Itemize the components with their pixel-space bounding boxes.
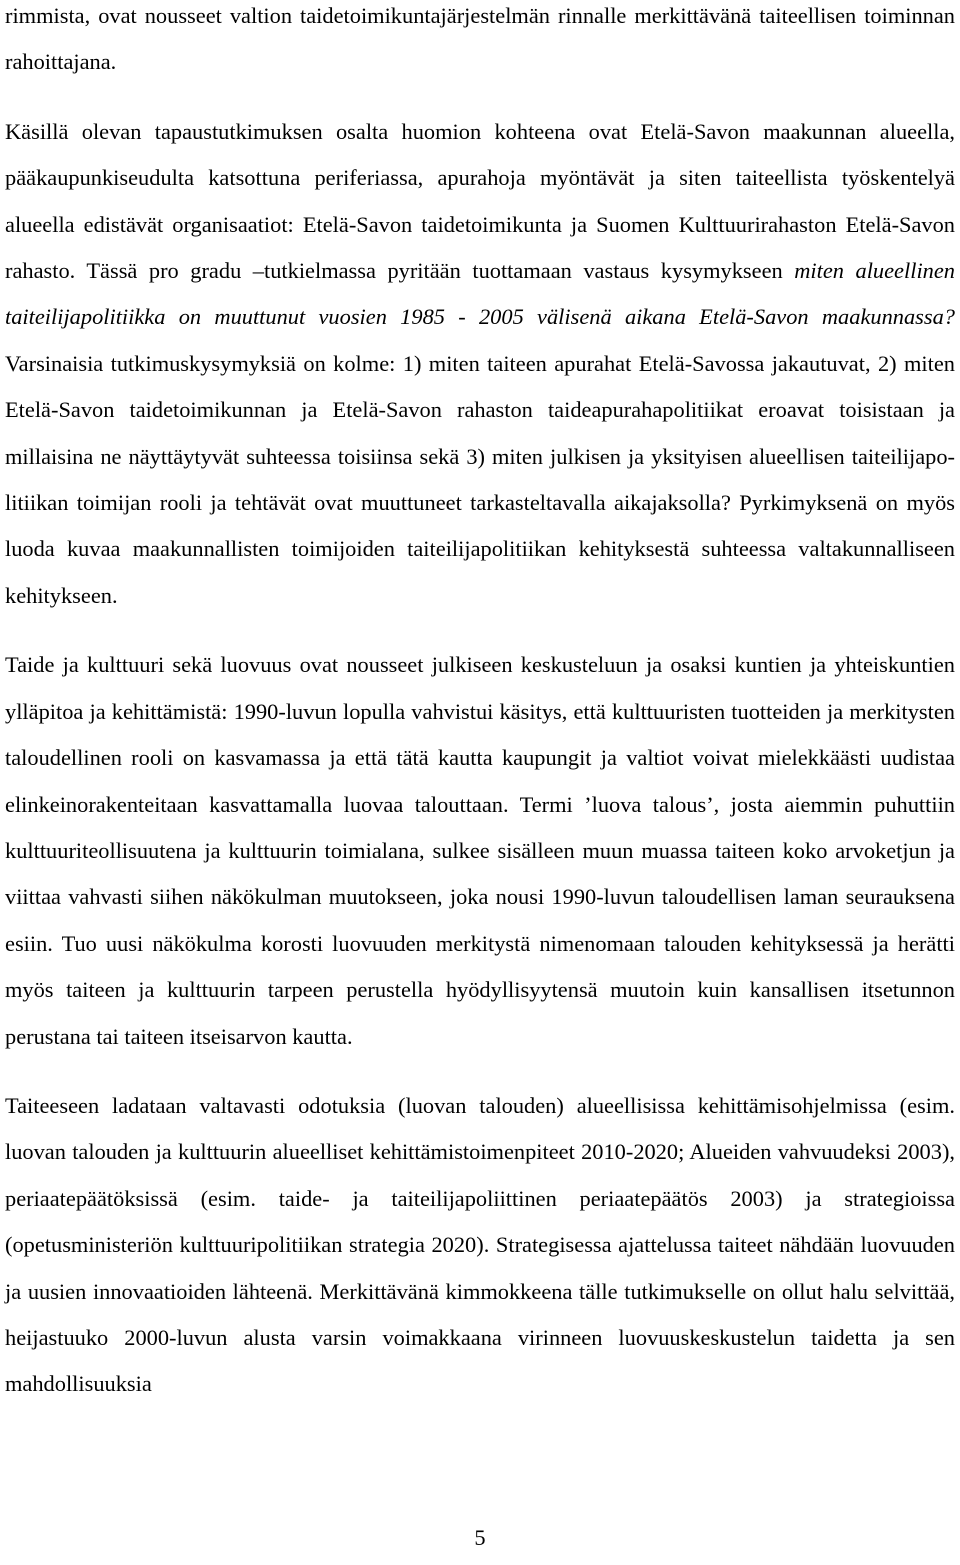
paragraph-3-text: Taide ja kulttuuri sekä luovuus ovat nousseet julkiseen keskusteluun ja osaksi kuntien ja yhteiskuntien ylläpitoa ja kehittämistä: 1990-luvun lopulla vahvistui käsitys, että kulttuuristen tuotteiden ja merkitysten taloudellinen rooli on kasvamassa ja että tätä kautta kaupungit ja valtiot voivat mielekkäästi uudistaa elinkeinorakenteitaan kasvattamalla luovaa talouttaan. Termi ’luova talous’, josta aiemmin puhuttiin kulttuuriteollisuutena ja kulttuurin toimialana, sulkee sisälleen muun muassa taiteen koko arvoketjun ja viittaa vahvasti siihen näkökulman muutokseen, joka nousi 1990-luvun taloudellisen laman seurauksena esiin. Tuo uusi näkökulma korosti luovuuden merkitystä nimenomaan talouden kehityksessä ja herätti myös taiteen ja kulttuurin tarpeen perustella hyödyllisyytensä muutoin kuin kansallisen itsetunnon perustana tai taiteen itseisarvon kautta. [5, 652, 955, 1049]
research-question: miten alueellinen taiteilijapolitiikka on muuttunut vuosien 1985 - 2005 välisenä aikana Etelä-Savon maakunnassa? [5, 258, 955, 330]
paragraph-1 [5, 0, 955, 86]
paragraph-2 [5, 109, 955, 619]
paragraph-2-text-b: Varsinaisia tutkimuskysymyksiä on kolme: 1) miten taiteen apurahat Etelä-Savossa jakautuvat, 2) miten Etelä-Savon taidetoimikunnan ja Etelä-Savon rahaston taideapurahapolitiikat eroavat toisistaan ja millaisina ne näyttäytyvät suhteessa toisiinsa sekä 3) miten julkisen ja yksityisen alueellisen taiteilijapolitiikan toimijan rooli ja tehtävät ovat muuttuneet tarkasteltavalla aikajaksolla? Pyrkimyksenä on myös luoda kuvaa maakunnallisten toimijoiden taiteilijapolitiikan kehityksestä suhteessa valtakunnalliseen kehitykseen. [5, 350, 955, 608]
page-number: 5 [474, 1525, 486, 1550]
body-text [5, 0, 955, 1408]
paragraph-3 [5, 642, 955, 1060]
paragraph-4-text: Taiteeseen ladataan valtavasti odotuksia (luovan talouden) alueellisissa kehittämisohjelmissa (esim. luovan talouden ja kulttuurin alueelliset kehittämistoimenpiteet 2010-2020; Alueiden vahvuudeksi 2003), periaatepäätöksissä (esim. taide- ja taiteilijapoliittinen periaatepäätös 2003) ja strategioissa (opetusministeriön kulttuuripolitiikan strategia 2020). Strategisessa ajattelussa taiteet nähdään luovuuden ja uusien innovaatioiden lähteenä. Merkittävänä kimmokkeena tälle tutkimukselle on ollut halu selvittää, heijastuuko 2000-luvun alusta varsin voimakkaana virinneen luovuuskeskustelun taidetta ja sen mahdollisuuksia [5, 1092, 955, 1397]
paragraph-2-text-a: Käsillä olevan tapaustutkimuksen osalta huomion kohteena ovat Etelä-Savon maakunnan alueella, pääkaupunkiseudulta katsottuna periferiassa, apurahoja myöntävät ja siten taiteellista työskentelyä alueella edistävät organisaatiot: Etelä-Savon taidetoimikunta ja Suomen Kulttuurirahaston Etelä-Savon rahasto. Tässä pro gradu –tutkielmassa pyritään tuottamaan vastaus kysymykseen [5, 118, 955, 284]
paragraph-4 [5, 1083, 955, 1408]
paragraph-1-text: rimmista, ovat nousseet valtion taidetoimikuntajärjestelmän rinnalle merkittävänä taiteellisen toiminnan rahoittajana. [5, 3, 955, 75]
